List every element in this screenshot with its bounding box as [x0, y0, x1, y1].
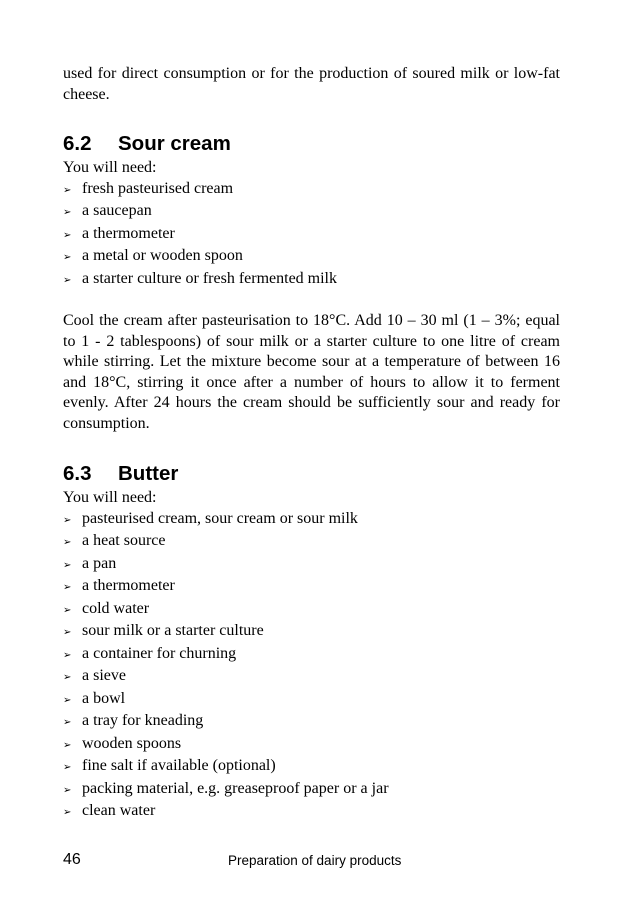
- list-item: ➢ packing material, e.g. greaseproof paper or a jar: [63, 779, 560, 802]
- list-item: ➢ a heat source: [63, 531, 560, 554]
- arrow-bullet-icon: ➢: [63, 762, 72, 773]
- list-item: ➢ wooden spoons: [63, 734, 560, 757]
- list-item: ➢ a container for churning: [63, 644, 560, 667]
- section-title: Sour cream: [118, 132, 231, 155]
- list-item: ➢ a sieve: [63, 666, 560, 689]
- section-number: 6.3: [63, 462, 92, 485]
- list-item: ➢ fine salt if available (optional): [63, 756, 560, 779]
- section-butter: [63, 462, 560, 824]
- arrow-bullet-icon: ➢: [63, 784, 72, 796]
- running-title: Preparation of dairy products: [228, 853, 402, 868]
- list-item: ➢ a pan: [63, 554, 560, 577]
- arrow-bullet-icon: ➢: [63, 694, 72, 706]
- list-item: ➢ sour milk or a starter culture: [63, 621, 560, 644]
- list-item: ➢ a thermometer: [63, 224, 560, 247]
- list-item: ➢ a saucepan: [63, 201, 560, 224]
- list-item: ➢ cold water: [63, 599, 560, 622]
- arrow-bullet-icon: ➢: [63, 229, 72, 241]
- arrow-bullet-icon: ➢: [63, 717, 72, 728]
- arrow-bullet-icon: ➢: [63, 627, 72, 638]
- section-title: Butter: [118, 462, 179, 485]
- arrow-bullet-icon: ➢: [63, 672, 72, 683]
- instructions-paragraph: Cool the cream after pasteurisation to 18°C. Add 10 – 30 ml (1 – 3%; equal to 1 - 2 tablespoons) of sour milk or a starter culture to one litre of cream while stirring. Let the mixture become sour at a temperature of between 16 and 18°C, stirring it once after a number of hours to allow it to ferment evenly. After 24 hours the cream should be sufficiently sour and ready for consumption.: [63, 312, 560, 432]
- list-item: ➢ a tray for kneading: [63, 711, 560, 734]
- arrow-bullet-icon: ➢: [63, 537, 72, 548]
- list-item: ➢ a thermometer: [63, 576, 560, 599]
- list-item: ➢ fresh pasteurised cream: [63, 179, 560, 202]
- arrow-bullet-icon: ➢: [63, 184, 72, 196]
- list-item: ➢ a bowl: [63, 689, 560, 712]
- section-number: 6.2: [63, 132, 92, 155]
- intro-paragraph: used for direct consumption or for the production of soured milk or low-fat cheese.: [63, 65, 560, 103]
- need-label: You will need:: [63, 159, 157, 176]
- arrow-bullet-icon: ➢: [63, 807, 72, 818]
- arrow-bullet-icon: ➢: [63, 559, 72, 571]
- arrow-bullet-icon: ➢: [63, 514, 72, 526]
- requirements-list: [63, 509, 560, 824]
- need-label: You will need:: [63, 489, 157, 506]
- section-sour-cream: [63, 132, 560, 434]
- list-item: ➢ clean water: [63, 801, 560, 824]
- list-item: ➢ a metal or wooden spoon: [63, 246, 560, 269]
- list-item: ➢ pasteurised cream, sour cream or sour milk: [63, 509, 560, 532]
- list-item: ➢ a starter culture or fresh fermented milk: [63, 269, 560, 292]
- page-content: [63, 64, 560, 824]
- arrow-bullet-icon: ➢: [63, 207, 72, 218]
- arrow-bullet-icon: ➢: [63, 274, 72, 286]
- requirements-list: [63, 179, 560, 292]
- arrow-bullet-icon: ➢: [63, 582, 72, 593]
- arrow-bullet-icon: ➢: [63, 252, 72, 263]
- page-footer: [63, 851, 560, 871]
- section-heading: [63, 462, 560, 486]
- arrow-bullet-icon: ➢: [63, 649, 72, 661]
- arrow-bullet-icon: ➢: [63, 739, 72, 751]
- section-heading: [63, 132, 560, 156]
- page-number: 46: [63, 851, 81, 868]
- arrow-bullet-icon: ➢: [63, 604, 72, 616]
